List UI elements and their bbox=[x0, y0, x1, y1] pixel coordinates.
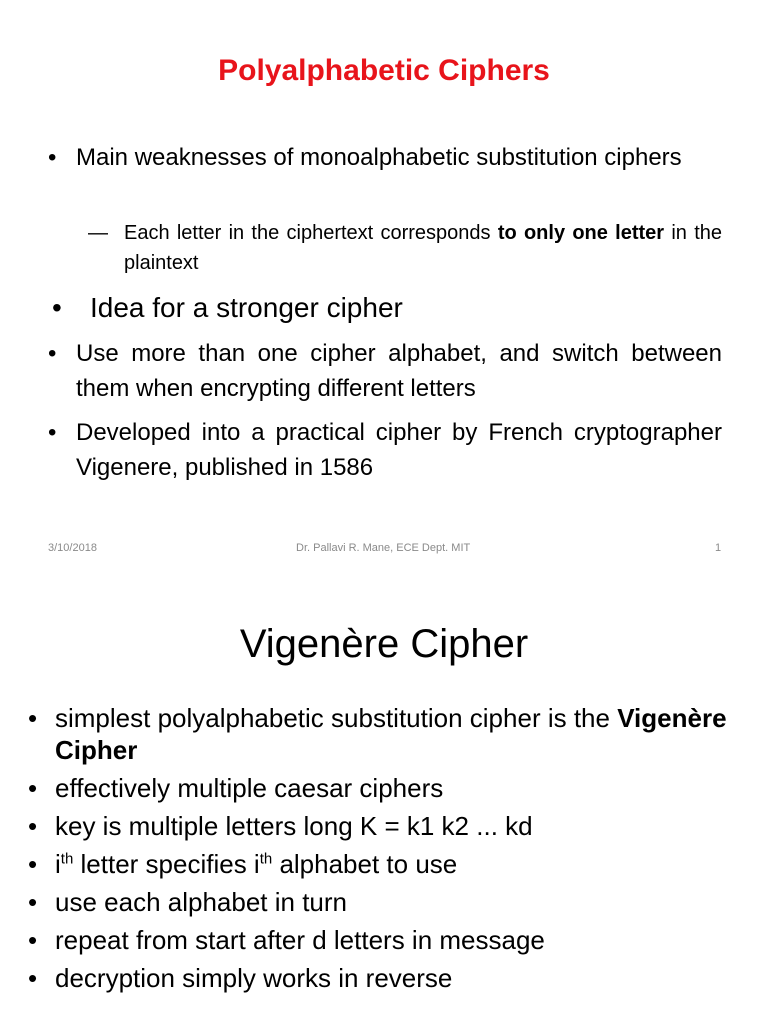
bullet-repeat: • repeat from start after d letters in message bbox=[28, 925, 545, 955]
bullet-icon: • bbox=[48, 144, 57, 171]
bullet-ith-letter: • $i^{th}$ letter specifies $i^{th}$ alphabet to use bbox=[28, 849, 458, 879]
bullet-developed: • Developed into a practical cipher by French cryptographer Vigenere, published in 1586 bbox=[48, 415, 722, 485]
bullet-icon: • bbox=[48, 419, 57, 446]
bullet-icon: • bbox=[28, 849, 38, 879]
bullet-use-more: • Use more than one cipher alphabet, and switch between them when encrypting different letters bbox=[48, 336, 722, 406]
bullet-use-each: • use each alphabet in turn bbox=[28, 887, 347, 917]
bullet-icon: • bbox=[28, 773, 38, 803]
bullet-icon: • bbox=[48, 340, 57, 367]
sub-bullet-each-letter: — Each letter in the ciphertext corresponds to only one letter in the plaintext bbox=[88, 218, 722, 278]
bullet-simplest: • simplest polyalphabetic substitution cipher is the Vigenère Cipher bbox=[28, 703, 727, 765]
dash-icon: — bbox=[88, 222, 108, 244]
bullet-icon: • bbox=[28, 925, 38, 955]
slide-1-title: Polyalphabetic Ciphers bbox=[218, 54, 550, 87]
bullet-decryption: • decryption simply works in reverse bbox=[28, 963, 453, 993]
bullet-icon: • bbox=[28, 703, 38, 733]
bullet-icon: • bbox=[28, 963, 38, 993]
bullet-icon: • bbox=[52, 292, 62, 323]
bullet-key: • key is multiple letters long K = k1 k2 ... kd bbox=[28, 811, 533, 841]
bullet-main-weaknesses: • Main weaknesses of monoalphabetic substitution ciphers bbox=[48, 140, 722, 175]
footer-page: 1 bbox=[715, 542, 722, 554]
slide-2-title: Vigenère Cipher bbox=[239, 622, 529, 666]
bullet-icon: • bbox=[28, 887, 38, 917]
bullet-idea: • Idea for a stronger cipher bbox=[52, 292, 403, 323]
bullet-effectively: • effectively multiple caesar ciphers bbox=[28, 773, 444, 803]
footer-date: 3/10/2018 bbox=[48, 542, 97, 554]
footer-author: Dr. Pallavi R. Mane, ECE Dept. MIT bbox=[296, 542, 471, 554]
bullet-icon: • bbox=[28, 811, 38, 841]
